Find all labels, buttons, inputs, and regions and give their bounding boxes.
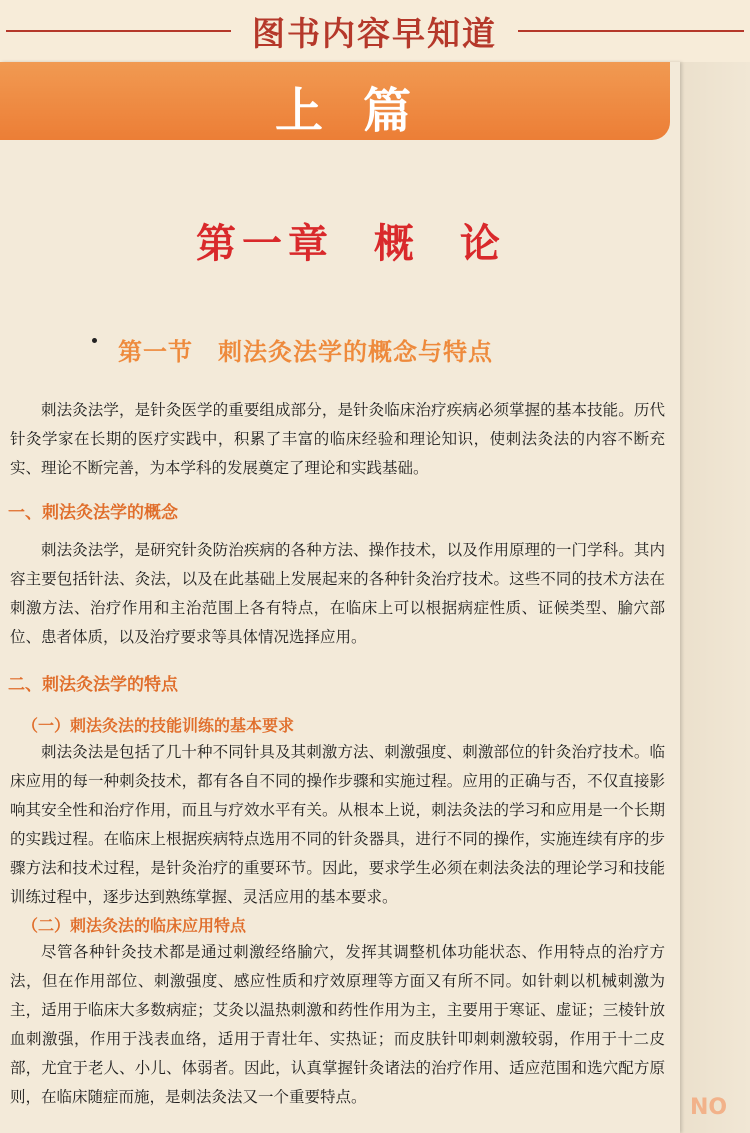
intro-paragraph: 刺法灸法学，是针灸医学的重要组成部分，是针灸临床治疗疾病必须掌握的基本技能。历代针灸学家在长期的医疗实践中，积累了丰富的临床经验和理论知识，使刺法灸法的内容不断充实、理论不断完善，为本学科的发展奠定了理论和实践基础。: [10, 401, 665, 477]
part-header-bar: [0, 62, 670, 140]
skill-training-paragraph: 刺法灸法是包括了几十种不同针具及其刺激方法、刺激强度、刺激部位的针灸治疗技术。临床应用的每一种刺灸技术，都有各自不同的操作步骤和实施过程。应用的正确与否，不仅直接影响其安全性和治疗作用，而且与疗效水平有关。从根本上说，刺法灸法的学习和应用是一个长期的实践过程。在临床上根据疾病特点选用不同的针灸器具，进行不同的操作，实施连续有序的步骤方法和技术过程，是针灸治疗的重要环节。因此，要求学生必须在刺法灸法的理论学习和技能训练过程中，逐步达到熟练掌握、灵活应用的基本要求。: [10, 743, 665, 906]
banner-title: 图书内容早知道: [252, 14, 497, 53]
book-page: [0, 62, 680, 1133]
page-edge: [680, 62, 750, 1133]
top-banner: [0, 0, 750, 62]
corner-page-mark: NO: [690, 1095, 728, 1120]
clinical-application-paragraph: 尽管各种针灸技术都是通过刺激经络腧穴，发挥其调整机体功能状态、作用特点的治疗方法，但在作用部位、刺激强度、感应性质和疗效原理等方面又有所不同。如针刺以机械刺激为主，适用于临床大多数病症；艾灸以温热刺激和药性作用为主，主要用于寒证、虚证；三棱针放血刺激强，作用于浅表血络，适用于青壮年、实热证；而皮肤针叩刺刺激较弱，作用于十二皮部，尤宜于老人、小儿、体弱者。因此，认真掌握针灸诸法的治疗作用、适应范围和选穴配方原则，在临床随症而施，是刺法灸法又一个重要特点。: [10, 943, 665, 1106]
banner-divider-left: [6, 30, 231, 32]
subheading-skill-training: （一）刺法灸法的技能训练的基本要求: [22, 716, 295, 735]
banner-divider-right: [518, 30, 744, 32]
heading-features: 二、刺法灸法学的特点: [8, 675, 178, 695]
subheading-clinical-application: （二）刺法灸法的临床应用特点: [22, 916, 247, 935]
part-title: 上篇: [275, 83, 452, 139]
concept-paragraph: 刺法灸法学，是研究针灸防治疾病的各种方法、操作技术，以及作用原理的一门学科。其内容主要包括针法、灸法，以及在此基础上发展起来的各种针灸治疗技术。这些不同的技术方法在刺激方法、治疗作用和主治范围上各有特点，在临床上可以根据病症性质、证候类型、腧穴部位、患者体质，以及治疗要求等具体情况选择应用。: [10, 541, 665, 646]
chapter-title: 第一章 概 论: [196, 220, 506, 267]
heading-concept: 一、刺法灸法学的概念: [8, 503, 178, 523]
bullet-dot: [92, 338, 97, 343]
section-title: 第一节 刺法灸法学的概念与特点: [118, 338, 493, 366]
